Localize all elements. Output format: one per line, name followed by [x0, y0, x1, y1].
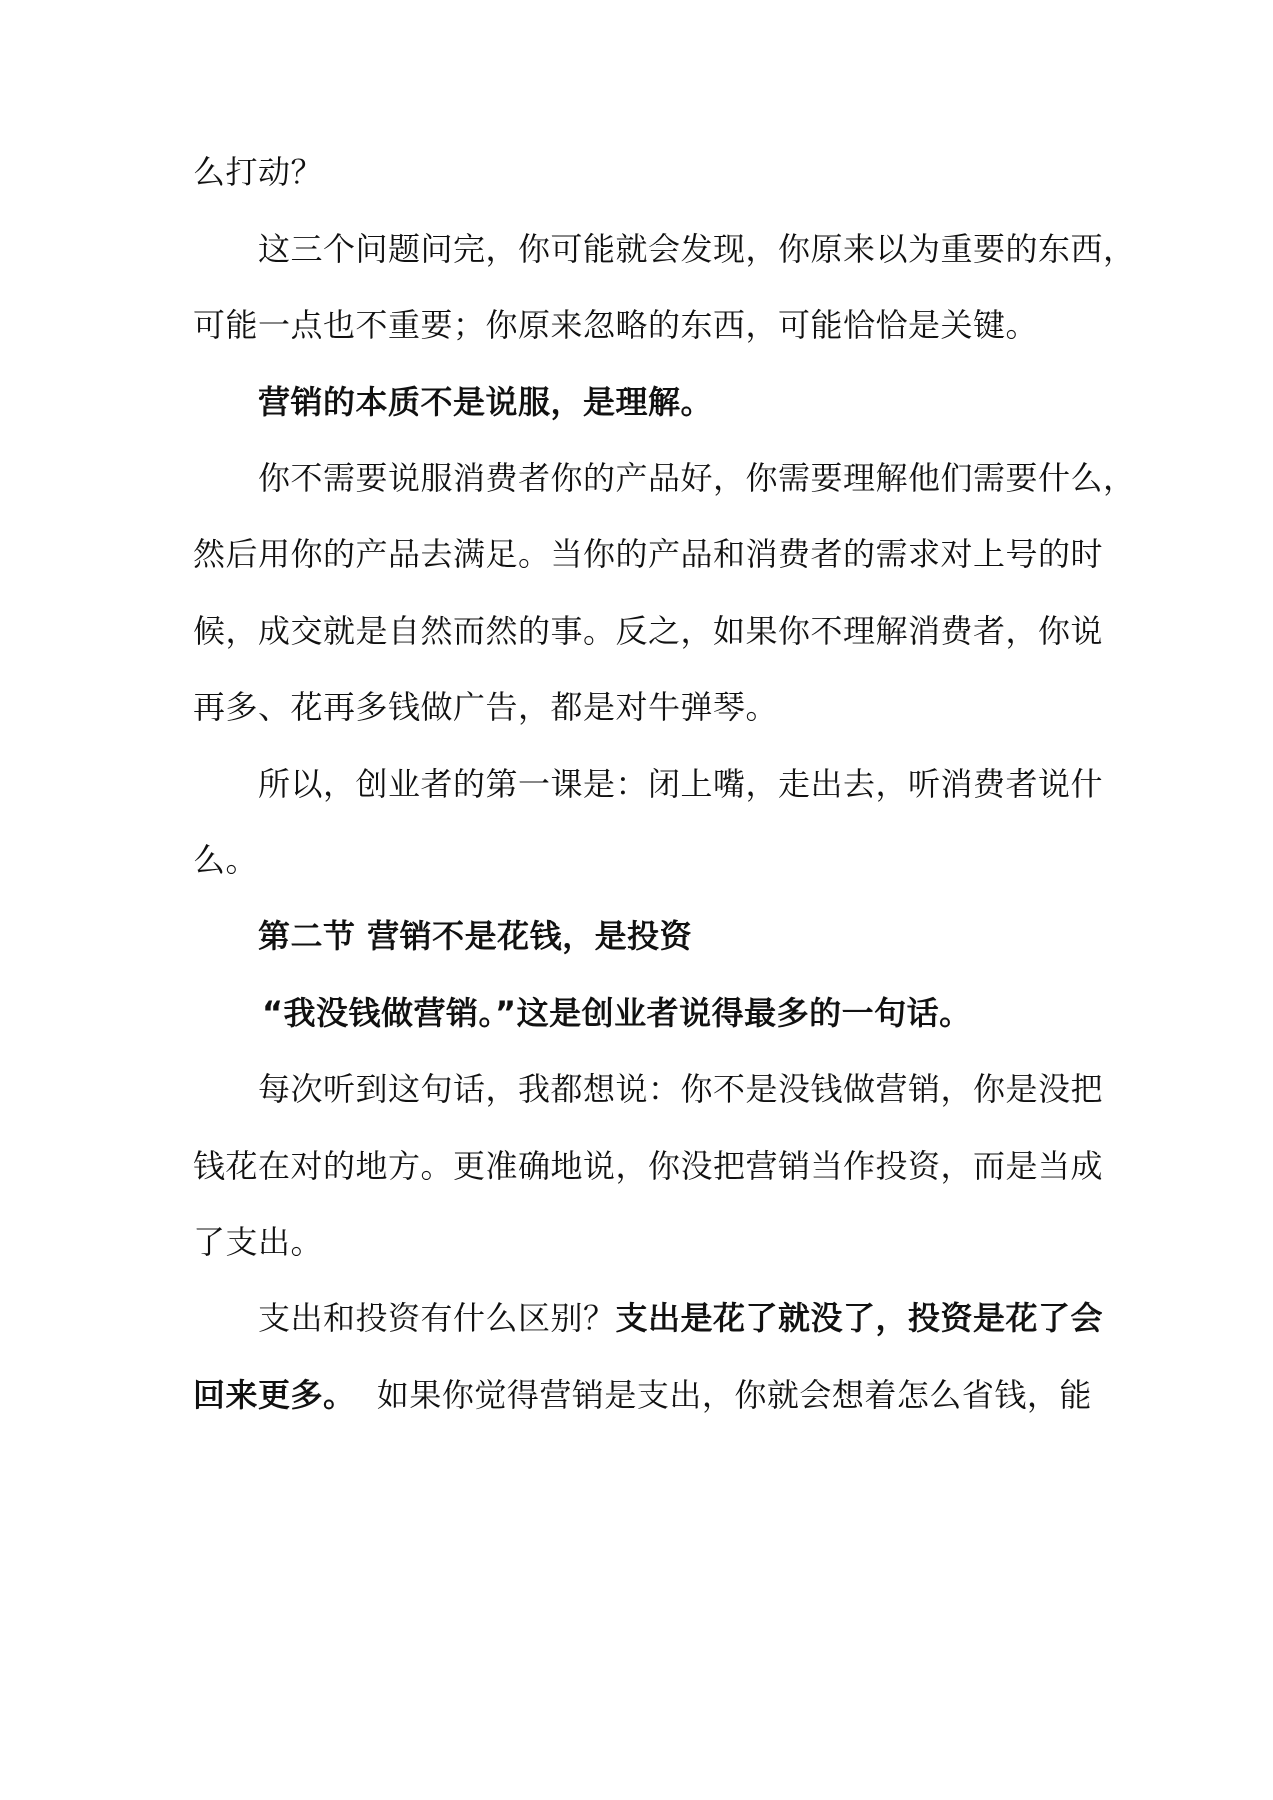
paragraph-line: 钱花在对的地方。更准确地说，你没把营销当作投资，而是当成 [193, 1147, 1104, 1185]
paragraph-line [193, 1375, 1092, 1415]
paragraph-text: 如果你觉得营销是支出，你就会想着怎么省钱，能 [355, 1376, 1092, 1414]
paragraph-line: 么打动？ [193, 153, 324, 191]
bold-phrase: 支出是花了就没了，投资是花了会 [615, 1299, 1104, 1337]
paragraph-line: 每次听到这句话，我都想说：你不是没钱做营销，你是没把 [258, 1070, 1104, 1108]
bold-statement: 营销的本质不是说服，是理解。 [258, 383, 714, 421]
paragraph-line [258, 1298, 1103, 1338]
paragraph-line: 这三个问题问完，你可能就会发现，你原来以为重要的东西， [258, 230, 1136, 268]
paragraph-line: 了支出。 [193, 1223, 324, 1261]
bold-phrase: 回来更多。 [193, 1376, 356, 1414]
paragraph-line: 所以，创业者的第一课是：闭上嘴，走出去，听消费者说什 [258, 765, 1104, 803]
paragraph-line: 你不需要说服消费者你的产品好，你需要理解他们需要什么， [258, 459, 1136, 497]
paragraph-line: 候，成交就是自然而然的事。反之，如果你不理解消费者，你说 [193, 612, 1104, 650]
bold-statement: “我没钱做营销。”这是创业者说得最多的一句话。 [262, 994, 972, 1032]
paragraph-line: 再多、花再多钱做广告，都是对牛弹琴。 [193, 688, 779, 726]
paragraph-text: 支出和投资有什么区别？ [258, 1299, 616, 1337]
paragraph-line: 可能一点也不重要；你原来忽略的东西，可能恰恰是关键。 [193, 306, 1039, 344]
paragraph-line: 么。 [193, 841, 259, 879]
section-heading: 第二节 营销不是花钱，是投资 [258, 917, 693, 955]
paragraph-line: 然后用你的产品去满足。当你的产品和消费者的需求对上号的时 [193, 535, 1104, 573]
